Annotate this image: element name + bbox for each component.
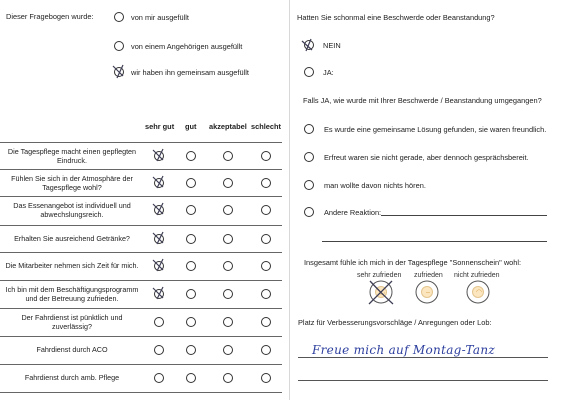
face-label-not-satisfied: nicht zufrieden: [454, 272, 500, 279]
question-line-1: Fühlen Sie sich in der Atmosphäre der: [11, 174, 133, 183]
rating-radio-gut[interactable]: [186, 151, 196, 161]
other-reaction-line[interactable]: [381, 215, 547, 216]
rating-radio-akzeptabel[interactable]: [223, 151, 233, 161]
question-line-2: abwechslungsreich.: [40, 210, 104, 219]
filled-option-label-relative: von einem Angehörigen ausgefüllt: [131, 42, 243, 51]
rating-radio-akzeptabel[interactable]: [223, 289, 233, 299]
filled-option-label-together: wir haben ihn gemeinsam ausgefüllt: [131, 68, 249, 77]
suggestion-line-2[interactable]: [298, 380, 548, 381]
table-row-question: [0, 174, 144, 192]
rating-radio-schlecht[interactable]: [261, 317, 271, 327]
question-line-1: Erhalten Sie ausreichend Getränke?: [14, 234, 130, 243]
question-line-2: Tagespflege wohl?: [42, 183, 102, 192]
face-option-satisfied[interactable]: [416, 281, 438, 303]
question-line-1: Der Fahrdienst ist pünktlich und: [21, 313, 123, 322]
table-row-question: [0, 345, 144, 354]
table-bottom-line: [0, 392, 282, 393]
complaint-question: Hatten Sie schonmal eine Beschwerde oder Beanstandung?: [297, 13, 495, 22]
question-line-1: Die Tagespflege macht einen gepflegten: [7, 147, 137, 156]
face-label-satisfied: zufrieden: [414, 272, 443, 279]
table-row-separator: [0, 225, 282, 226]
rating-radio-schlecht[interactable]: [261, 151, 271, 161]
handling-radio-solution[interactable]: [304, 124, 314, 134]
handling-question: Falls JA, wie wurde mit Ihrer Beschwerde / Beanstandung umgegangen?: [303, 96, 542, 105]
rating-radio-schlecht[interactable]: [261, 234, 271, 244]
face-label-very-satisfied: sehr zufrieden: [357, 272, 402, 279]
rating-radio-schlecht[interactable]: [261, 205, 271, 215]
rating-radio-gut[interactable]: [186, 261, 196, 271]
rating-radio-schlecht[interactable]: [261, 289, 271, 299]
rating-radio-gut[interactable]: [186, 289, 196, 299]
question-line-2: zuverlässig?: [52, 322, 92, 331]
table-row-question: [0, 201, 144, 219]
table-row-separator: [0, 364, 282, 365]
column-header-gut: gut: [185, 122, 197, 131]
complaint-label-nein: NEIN: [323, 41, 341, 50]
rating-radio-sehr-gut[interactable]: [154, 317, 164, 327]
rating-radio-gut[interactable]: [186, 373, 196, 383]
neutral-face-icon: –: [426, 289, 430, 296]
handling-label-ignored: man wollte davon nichts hören.: [324, 181, 426, 190]
table-row-separator: [0, 142, 282, 143]
handling-radio-willing[interactable]: [304, 152, 314, 162]
rating-radio-sehr-gut[interactable]: [154, 373, 164, 383]
table-row-question: [0, 234, 144, 243]
pencil-checkmark: [151, 174, 167, 190]
rating-radio-akzeptabel[interactable]: [223, 234, 233, 244]
face-option-not-satisfied[interactable]: [467, 281, 489, 303]
rating-radio-akzeptabel[interactable]: [223, 317, 233, 327]
complaint-label-ja: JA:: [323, 68, 334, 77]
rating-radio-akzeptabel[interactable]: [223, 205, 233, 215]
rating-radio-sehr-gut[interactable]: [154, 345, 164, 355]
handling-radio-ignored[interactable]: [304, 180, 314, 190]
suggestion-line-1[interactable]: [298, 357, 548, 358]
pencil-checkmark: [151, 201, 167, 217]
pencil-checkmark: [151, 147, 167, 163]
filled-option-label-self: von mir ausgefüllt: [131, 13, 189, 22]
rating-radio-gut[interactable]: [186, 317, 196, 327]
filled-option-radio-self[interactable]: [114, 12, 124, 22]
handling-label-solution: Es wurde eine gemeinsame Lösung gefunden, sie waren freundlich.: [324, 125, 547, 134]
table-row-separator: [0, 280, 282, 281]
pencil-checkmark: [111, 63, 127, 79]
column-header-sehr-gut: sehr gut: [145, 122, 175, 131]
rating-radio-gut[interactable]: [186, 345, 196, 355]
rating-radio-akzeptabel[interactable]: [223, 345, 233, 355]
rating-radio-schlecht[interactable]: [261, 345, 271, 355]
column-header-akzeptabel: akzeptabel: [209, 122, 247, 131]
question-line-1: Fahrdienst durch ACO: [36, 345, 108, 354]
question-line-1: Die Mitarbeiter nehmen sich Zeit für mich.: [5, 261, 139, 270]
rating-radio-schlecht[interactable]: [261, 261, 271, 271]
table-row-question: [0, 285, 144, 303]
pencil-checkmark: [151, 230, 167, 246]
other-reaction-line-2[interactable]: [322, 241, 547, 242]
handling-label-willing: Erfreut waren sie nicht gerade, aber dennoch gesprächsbereit.: [324, 153, 529, 162]
rating-radio-schlecht[interactable]: [261, 178, 271, 188]
table-row-separator: [0, 252, 282, 253]
question-line-1: Fahrdienst durch amb. Pflege: [24, 373, 120, 382]
table-row-question: [0, 373, 144, 382]
question-line-2: und der Betreuung zufrieden.: [25, 294, 119, 303]
pencil-checkmark: [151, 257, 167, 273]
table-row-separator: [0, 169, 282, 170]
complaint-radio-nein[interactable]: [304, 40, 314, 50]
frown-face-icon: ◠: [475, 289, 483, 296]
table-row-question: [0, 261, 144, 270]
table-row-question: [0, 313, 144, 331]
smile-face-icon: ◡: [378, 289, 386, 296]
rating-radio-gut[interactable]: [186, 178, 196, 188]
table-row-question: [0, 147, 144, 165]
column-header-schlecht: schlecht: [251, 122, 281, 131]
table-row-separator: [0, 196, 282, 197]
handwritten-comment: Freue mich auf Montag-Tanz: [312, 343, 496, 357]
complaint-radio-ja[interactable]: [304, 67, 314, 77]
page-fold: [289, 0, 290, 400]
filled-option-radio-relative[interactable]: [114, 41, 124, 51]
handling-radio-other[interactable]: [304, 207, 314, 217]
face-option-very-satisfied[interactable]: [370, 281, 392, 303]
rating-radio-akzeptabel[interactable]: [223, 373, 233, 383]
filled-by-label: Dieser Fragebogen wurde:: [6, 12, 94, 21]
rating-radio-schlecht[interactable]: [261, 373, 271, 383]
question-line-1: Ich bin mit dem Beschäftigungsprogramm: [5, 285, 139, 294]
table-row-separator: [0, 336, 282, 337]
rating-radio-akzeptabel[interactable]: [223, 178, 233, 188]
rating-radio-akzeptabel[interactable]: [223, 261, 233, 271]
rating-radio-gut[interactable]: [186, 234, 196, 244]
suggestions-label: Platz für Verbesserungsvorschläge / Anregungen oder Lob:: [298, 318, 492, 327]
question-line-2: Eindruck.: [57, 156, 87, 165]
rating-radio-gut[interactable]: [186, 205, 196, 215]
overall-question: Insgesamt fühle ich mich in der Tagespflege "Sonnenschein" wohl:: [304, 258, 522, 267]
pencil-checkmark: [151, 285, 167, 301]
table-row-separator: [0, 308, 282, 309]
question-line-1: Das Essenangebot ist individuell und: [13, 201, 131, 210]
handling-label-other: Andere Reaktion:: [324, 208, 382, 217]
